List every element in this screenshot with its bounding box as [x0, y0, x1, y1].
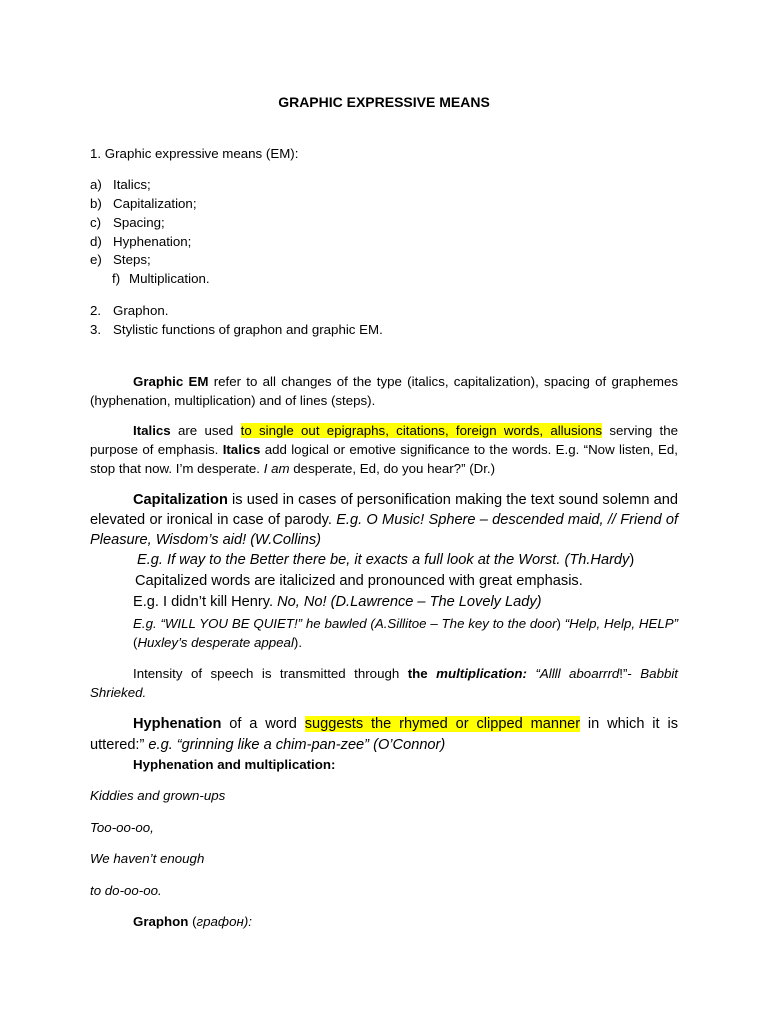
capitalization-example-sillitoe: E.g. “WILL YOU BE QUIET!” he bawled (A.Sillitoe – The key to the door) “Help, Help, HELP” (Huxley’s desperate appeal). [133, 616, 679, 650]
outline-heading: 1. Graphic expressive means (EM): [90, 146, 299, 161]
highlight-italics: to single out epigraphs, citations, foreign words, allusions [240, 423, 603, 438]
poem-line: Kiddies and grown-ups [90, 788, 226, 803]
term-hyphenation: Hyphenation [133, 716, 222, 732]
term-italics: Italics [133, 423, 171, 438]
term-graphic-em: Graphic EM [133, 374, 209, 389]
capitalization-note: Capitalized words are italicized and pronounced with great emphasis. [135, 573, 583, 589]
italics-paragraph: Italics are used to single out epigraphs, citations, foreign words, allusions serving the purpose of emphasis. Italics add logical or emotive significance to the words. E.g. “Now listen, Ed, stop that now. I’m desperate. I am desperate, Ed, do you hear?” (Dr.) [90, 423, 678, 476]
capitalization-example-lawrence: E.g. I didn’t kill Henry. No, No! (D.Lawrence – The Lovely Lady) [133, 594, 542, 610]
term-graphon: Graphon [133, 914, 189, 929]
graphic-em-paragraph: Graphic EM refer to all changes of the type (italics, capitalization), spacing of graphemes (hyphenation, multiplication) and of lines (steps). [90, 374, 678, 408]
intensity-paragraph: Intensity of speech is transmitted through the multiplication: “Allll aboarrrd!”- Babbit Shrieked. [90, 666, 679, 700]
poem-line: to do-oo-oo. [90, 883, 162, 898]
hyphenation-paragraph: Hyphenation of a word suggests the rhymed or clipped manner in which it is uttered:” e.g. “grinning like a chim-pan-zee” (O’Connor) [90, 716, 678, 753]
poem-line: We haven’t enough [90, 851, 205, 866]
poem-line: Too-oo-oo, [90, 820, 154, 835]
capitalization-example-hardy: E.g. If way to the Better there be, it exacts a full look at the Worst. (Th.Hardy) [137, 552, 635, 568]
term-capitalization: Capitalization [133, 492, 228, 508]
document-title: GRAPHIC EXPRESSIVE MEANS [278, 94, 490, 110]
document-page: GRAPHIC EXPRESSIVE MEANS 1. Graphic expressive means (EM): a) Italics; b) Capitalization; c) Spacing; d) Hyphenation; e) Steps; f) Multiplication. 2. Graphon. 3. Stylistic functions of graphon and graphic EM. Graphic EM refer to all changes of the type (italics, capitalization), spacing of graphemes (hyphenation, multiplication) and of lines (steps). Italics are used to single out epigraphs, citations, foreign words, allusions serving the purpose of emphasis. Italics add logical or emotive significance to the words. E.g. “Now listen, Ed, stop that now. I’m desperate. I am desperate, Ed, do you hear?” (Dr.) Capitalization is used in cases of personification making the text sound solemn and elevated or ironical in case of parody. E.g. O Music! Sphere – descended maid, // Friend of Pleasure, Wisdom’s aid! (W.Collins) E.g. If way to the Better there be, it exacts a full look at the Worst. (Th.Hardy) Capitalized words are italicized and pronounced with great emphasis. E.g. I didn’t kill Henry. No, No! (D.Lawrence – The Lovely Lady) E.g. “WILL YOU BE QUIET!” he bawled (A.Sillitoe – The key to the door) “Help, Help, HELP” (Huxley’s desperate appeal). Intensity of speech is transmitted through the multiplication: “Allll aboarrrd!”- Babbit Shrieked. Hyphenation of a word suggests the rhymed or clipped manner in which it is uttered:” e.g. “grinning like a chim-pan-zee” (O’Connor) Hyphenation and multiplication: Kiddies and grown-ups Too-oo-oo, We haven’t enough to do-oo-oo. Graphon (графон): [0, 0, 768, 1024]
term-multiplication: multiplication: [436, 666, 527, 681]
capitalization-paragraph: Capitalization is used in cases of personification making the text sound solemn and elevated or ironical in case of parody. E.g. O Music! Sphere – descended maid, // Friend of Pleasure, Wisdom’s aid! (W.Collins) [90, 492, 678, 548]
graphon-heading: Graphon (графон): [133, 914, 252, 929]
highlight-hyphenation: suggests the rhymed or clipped manner [304, 716, 581, 732]
hyphenation-subheading: Hyphenation and multiplication: [133, 757, 336, 772]
